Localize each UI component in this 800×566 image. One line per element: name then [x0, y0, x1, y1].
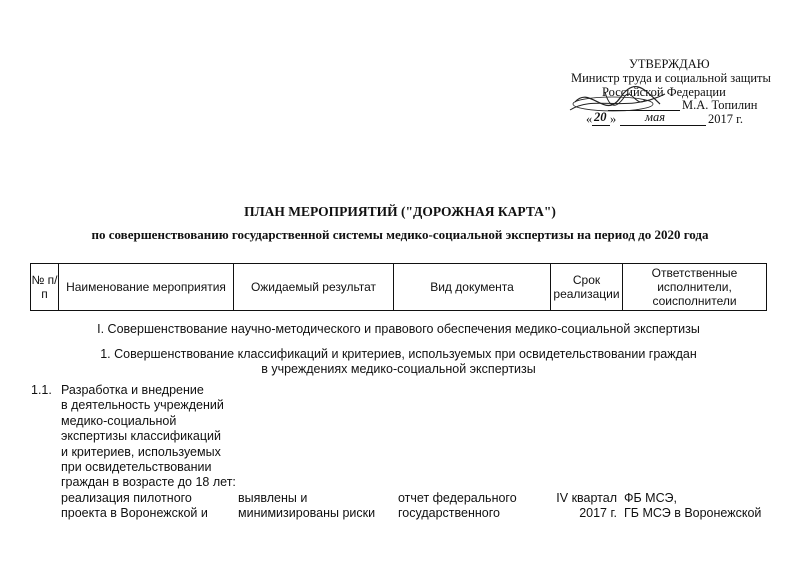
row-term: IV квартал 2017 г.: [556, 491, 617, 521]
row-sub-action: реализация пилотного проекта в Воронежской и: [61, 491, 208, 521]
document-title: ПЛАН МЕРОПРИЯТИЙ ("ДОРОЖНАЯ КАРТА"): [244, 204, 556, 219]
row-document: отчет федерального государственного: [398, 491, 517, 521]
date-day: 20: [594, 110, 607, 124]
date-month: мая: [645, 110, 666, 124]
header-action: Наименование мероприятия: [66, 280, 226, 294]
date-quote-open: «: [586, 112, 593, 126]
subsection-title-line1: 1. Совершенствование классификаций и критериев, используемых при освидетельствовании граждан: [100, 347, 697, 361]
approval-heading: УТВЕРЖДАЮ: [629, 57, 710, 71]
document-subtitle: по совершенствованию государственной системы медико-социальной экспертизы на период до 2020 года: [91, 227, 709, 242]
row-number: 1.1.: [31, 383, 52, 397]
date-year: 2017 г.: [708, 112, 743, 126]
date-day-underline: [592, 125, 610, 126]
approval-position-line2: Российской Федерации: [602, 85, 726, 99]
header-doc: Вид документа: [430, 280, 514, 294]
subsection-title-line2: в учреждениях медико-социальной экспертизы: [261, 362, 536, 376]
approver-name: М.А. Топилин: [682, 98, 758, 112]
header-term: Срок реализации: [553, 273, 620, 301]
row-responsible: ФБ МСЭ, ГБ МСЭ в Воронежской: [624, 491, 762, 521]
section-title: I. Совершенствование научно-методического и правового обеспечения медико-социальной экспертизы: [97, 322, 700, 336]
header-responsible: Ответственные исполнители, соисполнители: [651, 266, 738, 308]
date-quote-close: »: [610, 112, 617, 126]
date-month-underline: [620, 125, 706, 126]
header-result: Ожидаемый результат: [250, 280, 377, 294]
row-action: Разработка и внедрение в деятельность учреждений медико-социальной экспертизы классификаций и критериев, используемых при освидетельствовании граждан в возрасте до 18 лет:: [61, 383, 236, 490]
approval-position-line1: Министр труда и социальной защиты: [571, 71, 771, 85]
header-num: № п/п: [31, 273, 58, 301]
row-result: выявлены и минимизированы риски: [238, 491, 376, 521]
